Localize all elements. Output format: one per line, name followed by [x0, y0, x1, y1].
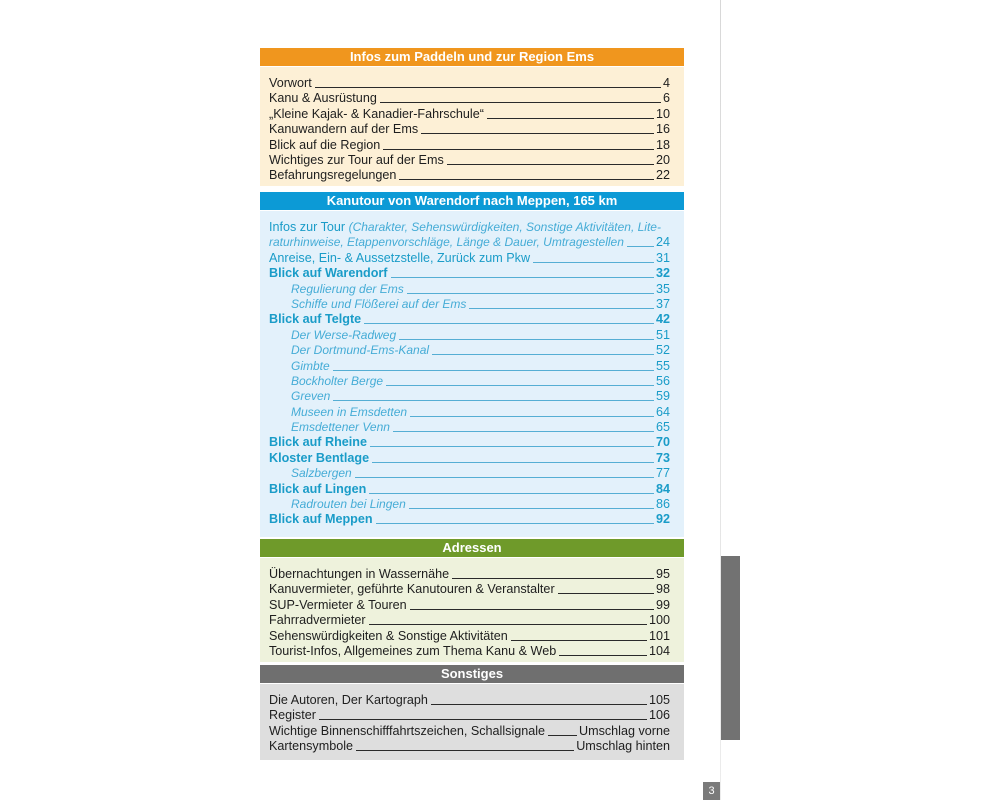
toc-entry-title: „Kleine Kajak- & Kanadier-Fahrschule“	[269, 106, 484, 121]
toc-entry[interactable]	[269, 497, 670, 512]
toc-page-number: 104	[648, 643, 670, 658]
toc-page-number: 52	[655, 343, 670, 358]
section-region-list	[260, 67, 684, 186]
toc-entry[interactable]	[269, 122, 670, 137]
leader-line	[409, 497, 654, 509]
toc-page-number: 20	[655, 152, 670, 167]
toc-page-number: 4	[662, 76, 670, 90]
toc-entry[interactable]	[269, 153, 670, 168]
leader-line	[393, 420, 654, 432]
leader-line	[315, 76, 661, 88]
toc-page-number: 92	[655, 512, 670, 527]
toc-entry-title: Sehenswürdigkeiten & Sonstige Aktivitäten	[269, 628, 508, 643]
leader-line	[333, 389, 654, 401]
leader-line	[399, 328, 654, 340]
tour-intro-detail-1: (Charakter, Sehenswürdigkeiten, Sonstige Aktivitäten, Lite-	[348, 220, 661, 234]
toc-entry-title: Kloster Bentlage	[269, 450, 370, 465]
leader-line	[333, 359, 654, 371]
toc-entry-title: Kanu & Ausrüstung	[269, 91, 377, 106]
toc-entry[interactable]	[269, 708, 670, 723]
toc-entry[interactable]	[269, 389, 670, 404]
toc-page-number: 22	[655, 168, 670, 183]
toc-entry-title: Blick auf Telgte	[269, 312, 362, 327]
toc-entry-title: Blick auf Meppen	[269, 512, 373, 527]
toc-page-number: 51	[655, 327, 670, 342]
leader-line	[319, 708, 647, 720]
leader-line	[369, 613, 647, 625]
tour-intro-detail-2: raturhinweise, Etappenvorschläge, Länge & Dauer, Umtragestellen	[269, 235, 624, 250]
toc-page-number: 32	[655, 266, 670, 281]
toc-entry-title: Register	[269, 708, 316, 723]
toc-entry[interactable]	[269, 739, 670, 754]
toc-entry-title: Schiffe und Flößerei auf der Ems	[291, 296, 467, 311]
toc-entry-title: Der Werse-Radweg	[291, 327, 397, 342]
toc-page-number: 84	[655, 481, 670, 496]
toc-entry-title: Tourist-Infos, Allgemeines zum Thema Kanu & Web	[269, 643, 557, 658]
toc-entry[interactable]	[269, 251, 670, 266]
toc-page-number: 98	[655, 582, 670, 597]
toc-entry[interactable]	[269, 598, 670, 613]
toc-entry-title: Der Dortmund-Ems-Kanal	[291, 343, 430, 358]
leader-line	[355, 466, 654, 478]
toc-page-number: 64	[655, 404, 670, 419]
toc-page-number: 56	[655, 373, 670, 388]
leader-line	[369, 482, 654, 494]
toc-entry[interactable]	[269, 359, 670, 374]
section-tour-list	[260, 211, 684, 537]
leader-line	[383, 138, 654, 150]
toc-entry[interactable]	[269, 420, 670, 435]
toc-page-number: 86	[655, 497, 670, 512]
toc-entry-title: Wichtiges zur Tour auf der Ems	[269, 152, 444, 167]
toc-entry-title: Bockholter Berge	[291, 373, 384, 388]
toc-page-number: 10	[655, 106, 670, 121]
leader-line	[487, 107, 654, 119]
toc-entry[interactable]	[269, 297, 670, 312]
toc-page-number: 24	[655, 235, 670, 250]
toc-page-number: 59	[655, 389, 670, 404]
toc-page-number: 18	[655, 137, 670, 152]
toc-page-number: 16	[655, 122, 670, 137]
toc-page-number: 73	[655, 450, 670, 465]
toc-page-number: 105	[648, 693, 670, 707]
toc-entry[interactable]	[269, 466, 670, 481]
toc-entry-title: Kartensymbole	[269, 739, 353, 754]
toc-entry[interactable]	[269, 138, 670, 153]
toc-entry-title: Die Autoren, Der Kartograph	[269, 693, 428, 707]
toc-page-number: 42	[655, 312, 670, 327]
toc-entry[interactable]	[269, 693, 670, 708]
toc-entry[interactable]	[269, 168, 670, 183]
toc-entry[interactable]	[269, 374, 670, 389]
toc-page-number: 100	[648, 613, 670, 628]
toc-entry[interactable]	[269, 512, 670, 527]
toc-entry-title: Kanuvermieter, geführte Kanutouren & Veranstalter	[269, 582, 555, 597]
toc-page-number: 31	[655, 250, 670, 265]
toc-entry-title: Emsdettener Venn	[291, 420, 390, 435]
toc-page-number: 65	[655, 420, 670, 435]
section-header-tour: Kanutour von Warendorf nach Meppen, 165 km	[260, 192, 684, 210]
toc-entry-title: Regulierung der Ems	[291, 281, 404, 296]
toc-entry-title: Blick auf die Region	[269, 137, 381, 152]
toc-entry[interactable]	[269, 482, 670, 497]
toc-entry[interactable]	[269, 405, 670, 420]
leader-line	[370, 435, 654, 447]
toc-entry[interactable]	[269, 91, 670, 106]
toc-entry-title: Befahrungsregelungen	[269, 168, 397, 183]
toc-entry[interactable]	[269, 343, 670, 358]
leader-line	[558, 582, 654, 594]
tour-intro-title: Infos zur Tour	[269, 220, 346, 234]
leader-line	[356, 739, 574, 751]
toc-page-number: 35	[655, 281, 670, 296]
toc-page-number: 37	[655, 296, 670, 311]
leader-line	[469, 297, 654, 309]
toc-page-number: 55	[655, 358, 670, 373]
leader-line	[548, 724, 577, 736]
section-header-addresses: Adressen	[260, 539, 684, 557]
toc-page-number: Umschlag vorne	[579, 723, 670, 738]
toc-entry[interactable]	[269, 724, 670, 739]
toc-entry-title: Fahrradvermieter	[269, 613, 366, 628]
leader-line	[364, 312, 654, 324]
section-addresses-list	[260, 558, 684, 662]
toc-page-number: 77	[655, 466, 670, 481]
thumb-index-tab	[721, 556, 740, 740]
toc-entry-title: Salzbergen	[291, 466, 352, 481]
toc-entry-title: Blick auf Rheine	[269, 435, 367, 450]
leader-line	[399, 168, 654, 180]
toc-entry[interactable]	[269, 266, 670, 281]
toc-entry[interactable]	[269, 435, 670, 450]
toc-entry-title: Wichtige Binnenschifffahrtszeichen, Schallsignale	[269, 723, 546, 738]
toc-entry[interactable]	[269, 582, 670, 597]
leader-line	[627, 235, 654, 247]
toc-entry-title: Blick auf Warendorf	[269, 266, 388, 281]
toc-entry[interactable]	[269, 567, 670, 582]
section-header-region: Infos zum Paddeln und zur Region Ems	[260, 48, 684, 66]
toc-entry[interactable]	[269, 644, 670, 659]
toc-page-number: 70	[655, 435, 670, 450]
tour-intro-entry[interactable]	[269, 220, 670, 251]
leader-line	[511, 629, 647, 641]
toc-entry-title: Kanuwandern auf der Ems	[269, 122, 419, 137]
leader-line	[559, 644, 647, 656]
toc-page-number: 6	[662, 91, 670, 106]
toc-entry[interactable]	[269, 282, 670, 297]
toc-entry[interactable]	[269, 312, 670, 327]
toc-entry[interactable]	[269, 328, 670, 343]
leader-line	[410, 405, 654, 417]
toc-entry-title: Radrouten bei Lingen	[291, 497, 406, 512]
toc-entry[interactable]	[269, 629, 670, 644]
toc-entry[interactable]	[269, 107, 670, 122]
page-number: 3	[703, 782, 720, 800]
toc-page-number: 95	[655, 567, 670, 581]
section-misc-list	[260, 684, 684, 760]
leader-line	[421, 122, 654, 134]
toc-entry[interactable]	[269, 451, 670, 466]
toc-entry-title: Vorwort	[269, 76, 312, 90]
toc-entry-title: Anreise, Ein- & Aussetzstelle, Zurück zum Pkw	[269, 250, 531, 265]
toc-page-number: 101	[648, 628, 670, 643]
leader-line	[533, 251, 654, 263]
leader-line	[431, 693, 647, 705]
toc-entry-title: Greven	[291, 389, 331, 404]
leader-line	[410, 598, 654, 610]
toc-entry[interactable]	[269, 613, 670, 628]
leader-line	[391, 266, 654, 278]
toc-entry-title: Museen in Emsdetten	[291, 404, 408, 419]
toc-page-number: 106	[648, 708, 670, 723]
leader-line	[432, 343, 654, 355]
leader-line	[447, 153, 654, 165]
toc-entry-title: Blick auf Lingen	[269, 481, 367, 496]
toc-entry-title: SUP-Vermieter & Touren	[269, 597, 407, 612]
leader-line	[376, 512, 654, 524]
leader-line	[386, 374, 654, 386]
leader-line	[452, 567, 654, 579]
leader-line	[380, 91, 661, 103]
toc-page-number: Umschlag hinten	[576, 739, 670, 754]
toc-entry[interactable]	[269, 76, 670, 91]
leader-line	[407, 282, 654, 294]
toc-page-number: 99	[655, 597, 670, 612]
section-header-misc: Sonstiges	[260, 665, 684, 683]
toc-entry-title: Übernachtungen in Wassernähe	[269, 567, 450, 581]
leader-line	[372, 451, 654, 463]
toc-entry-title: Gimbte	[291, 358, 330, 373]
